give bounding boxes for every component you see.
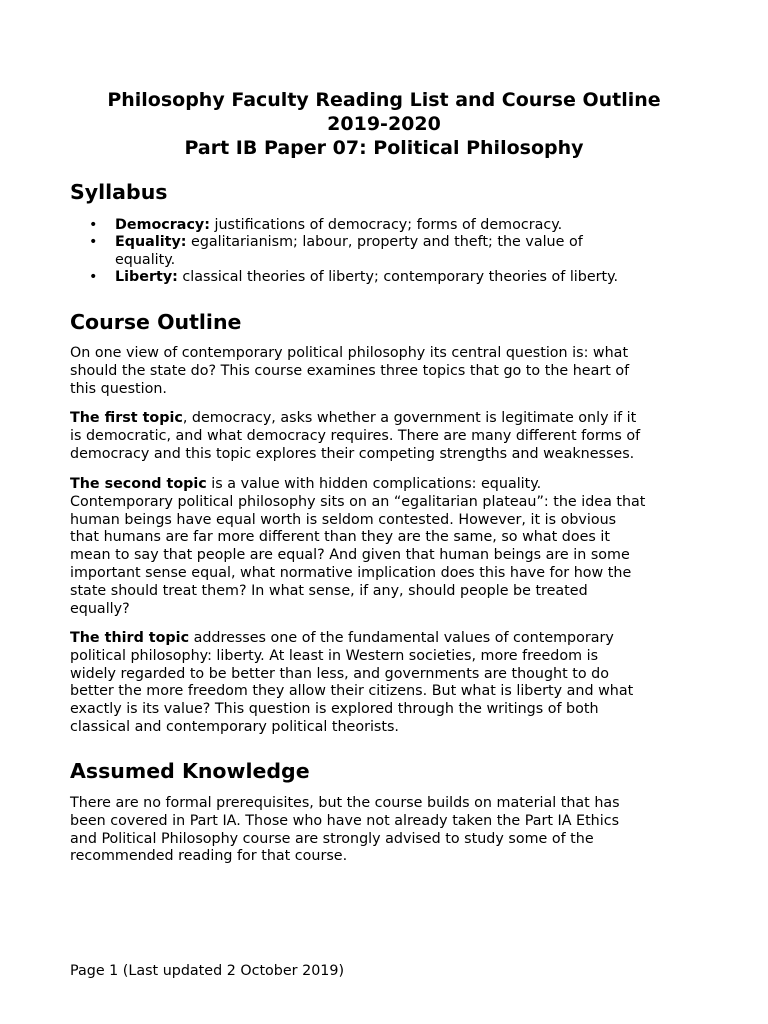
title-line-1: Philosophy Faculty Reading List and Course Outline: [107, 89, 661, 111]
bullet-icon: •: [89, 234, 98, 251]
paragraph-line: widely regarded to be better than less, and governments are thought to do: [70, 665, 609, 682]
syllabus-heading: Syllabus: [70, 180, 168, 204]
paragraph-line: mean to say that people are equal? And given that human beings are in some: [70, 547, 630, 564]
paragraph-line: classical and contemporary political theorists.: [70, 718, 399, 735]
paragraph-line: democracy and this topic explores their competing strengths and weaknesses.: [70, 445, 635, 462]
syllabus-list: [70, 217, 710, 287]
paragraph-line: equally?: [70, 600, 130, 617]
syllabus-text: classical theories of liberty; contemporary theories of liberty.: [177, 269, 619, 286]
paragraph-line: should the state do? This course examines three topics that go to the heart of: [70, 362, 630, 379]
third-topic-paragraph: [70, 630, 710, 737]
paragraph-line: and Political Philosophy course are strongly advised to study some of the: [70, 830, 594, 847]
bullet-icon: •: [89, 269, 98, 286]
paragraph-line: Contemporary political philosophy sits on an “egalitarian plateau”: the idea that: [70, 493, 646, 510]
second-topic-lead: The second topic: [70, 476, 207, 492]
paragraph-line: been covered in Part IA. Those who have not already taken the Part IA Ethics: [70, 812, 620, 829]
assumed-knowledge-paragraph: [70, 795, 710, 866]
assumed-knowledge-heading: Assumed Knowledge: [70, 759, 310, 783]
paragraph-line: better the more freedom they allow their citizens. But what is liberty and what: [70, 683, 634, 700]
paragraph-line: important sense equal, what normative implication does this have for how the: [70, 564, 632, 581]
first-topic-paragraph: [70, 410, 710, 463]
paragraph-line: , democracy, asks whether a government is legitimate only if it: [182, 410, 637, 426]
paragraph-line: political philosophy: liberty. At least in Western societies, more freedom is: [70, 647, 599, 664]
paragraph-line: state should treat them? In what sense, if any, should people be treated: [70, 582, 588, 599]
page-footer: Page 1 (Last updated 2 October 2019): [70, 963, 345, 979]
syllabus-text-continued: equality.: [115, 251, 176, 268]
syllabus-term: Democracy:: [115, 217, 210, 233]
bullet-icon: •: [89, 217, 98, 233]
paragraph-line: is democratic, and what democracy requires. There are many different forms of: [70, 427, 641, 444]
paragraph-line: addresses one of the fundamental values of contemporary: [189, 630, 614, 646]
course-outline-heading: Course Outline: [70, 310, 242, 334]
paragraph-line: There are no formal prerequisites, but the course builds on material that has: [70, 795, 620, 811]
syllabus-term: Liberty:: [115, 269, 178, 286]
paragraph-line: that humans are far more different than they are the same, so what does it: [70, 529, 610, 546]
paragraph-line: human beings have equal worth is seldom contested. However, it is obvious: [70, 511, 617, 528]
third-topic-lead: The third topic: [70, 630, 190, 646]
paragraph-line: recommended reading for that course.: [70, 848, 348, 865]
syllabus-item-liberty: [70, 269, 710, 286]
syllabus-item-equality: [70, 234, 710, 269]
course-outline-intro: [70, 345, 710, 398]
document-title: [0, 88, 768, 160]
first-topic-lead: The first topic: [70, 410, 183, 426]
syllabus-term: Equality:: [115, 234, 187, 251]
syllabus-text: justifications of democracy; forms of democracy.: [209, 217, 563, 233]
paragraph-line: this question.: [70, 380, 167, 397]
second-topic-paragraph: [70, 476, 710, 618]
syllabus-item-democracy: [70, 217, 710, 234]
syllabus-text: egalitarianism; labour, property and theft; the value of: [186, 234, 583, 251]
paragraph-line: exactly is its value? This question is explored through the writings of both: [70, 701, 599, 718]
paragraph-line: is a value with hidden complications: equality.: [206, 476, 542, 492]
title-line-2: 2019-2020: [327, 113, 441, 135]
title-line-3: Part IB Paper 07: Political Philosophy: [184, 137, 584, 159]
paragraph-line: On one view of contemporary political philosophy its central question is: what: [70, 345, 629, 361]
